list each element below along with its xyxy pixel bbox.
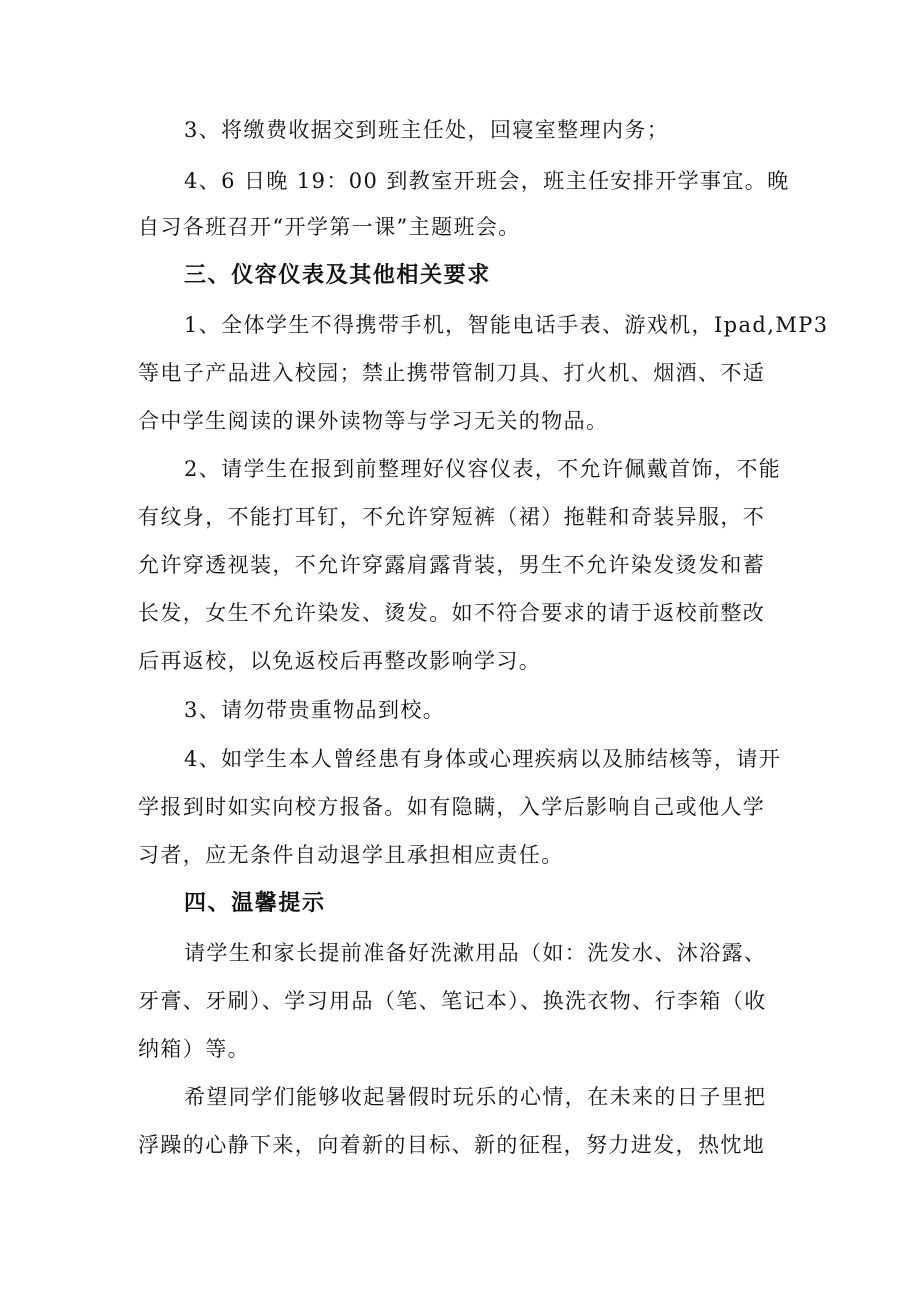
paragraph-line: 1、全体学生不得携带手机，智能电话手表、游戏机，Ipad,MP3 xyxy=(184,313,829,337)
paragraph-line: 长发，女生不允许染发、烫发。如不符合要求的请于返校前整改 xyxy=(138,601,766,625)
section-heading: 三、仪容仪表及其他相关要求 xyxy=(184,263,491,288)
paragraph-line: 允许穿透视装，不允许穿露肩露背装，男生不允许染发烫发和蓄 xyxy=(138,553,766,577)
paragraph-line: 牙膏、牙刷）、学习用品（笔、笔记本）、换洗衣物、行李箱（收 xyxy=(138,989,767,1013)
paragraph-line: 浮躁的心静下来，向着新的目标、新的征程，努力进发，热忱地 xyxy=(138,1133,766,1157)
paragraph-line: 请学生和家长提前准备好洗漱用品（如：洗发水、沐浴露、 xyxy=(184,941,767,965)
paragraph-line: 等电子产品进入校园；禁止携带管制刀具、打火机、烟酒、不适 xyxy=(138,361,766,385)
paragraph-line: 学报到时如实向校方报备。如有隐瞒，入学后影响自己或他人学 xyxy=(138,795,766,819)
paragraph-line: 3、将缴费收据交到班主任处，回寝室整理内务； xyxy=(184,118,670,142)
paragraph-line: 有纹身，不能打耳钉，不允许穿短裤（裙）拖鞋和奇装异服，不 xyxy=(138,505,766,529)
paragraph-line: 4、6 日晚 19：00 到教室开班会，班主任安排开学事宜。晚 xyxy=(184,169,790,193)
paragraph-line: 习者，应无条件自动退学且承担相应责任。 xyxy=(138,843,564,867)
paragraph-line: 2、请学生在报到前整理好仪容仪表，不允许佩戴首饰，不能 xyxy=(184,457,782,481)
paragraph-line: 纳箱）等。 xyxy=(138,1037,250,1061)
paragraph-line: 自习各班召开“开学第一课”主题班会。 xyxy=(138,215,521,239)
paragraph-line: 后再返校，以免返校后再整改影响学习。 xyxy=(138,649,542,673)
paragraph-line: 4、如学生本人曾经患有身体或心理疾病以及肺结核等，请开 xyxy=(184,747,782,771)
section-heading: 四、温馨提示 xyxy=(184,891,326,916)
paragraph-line: 3、请勿带贵重物品到校。 xyxy=(184,698,446,722)
paragraph-line: 合中学生阅读的课外读物等与学习无关的物品。 xyxy=(138,409,609,433)
paragraph-line: 希望同学们能够收起暑假时玩乐的心情，在未来的日子里把 xyxy=(184,1085,767,1109)
